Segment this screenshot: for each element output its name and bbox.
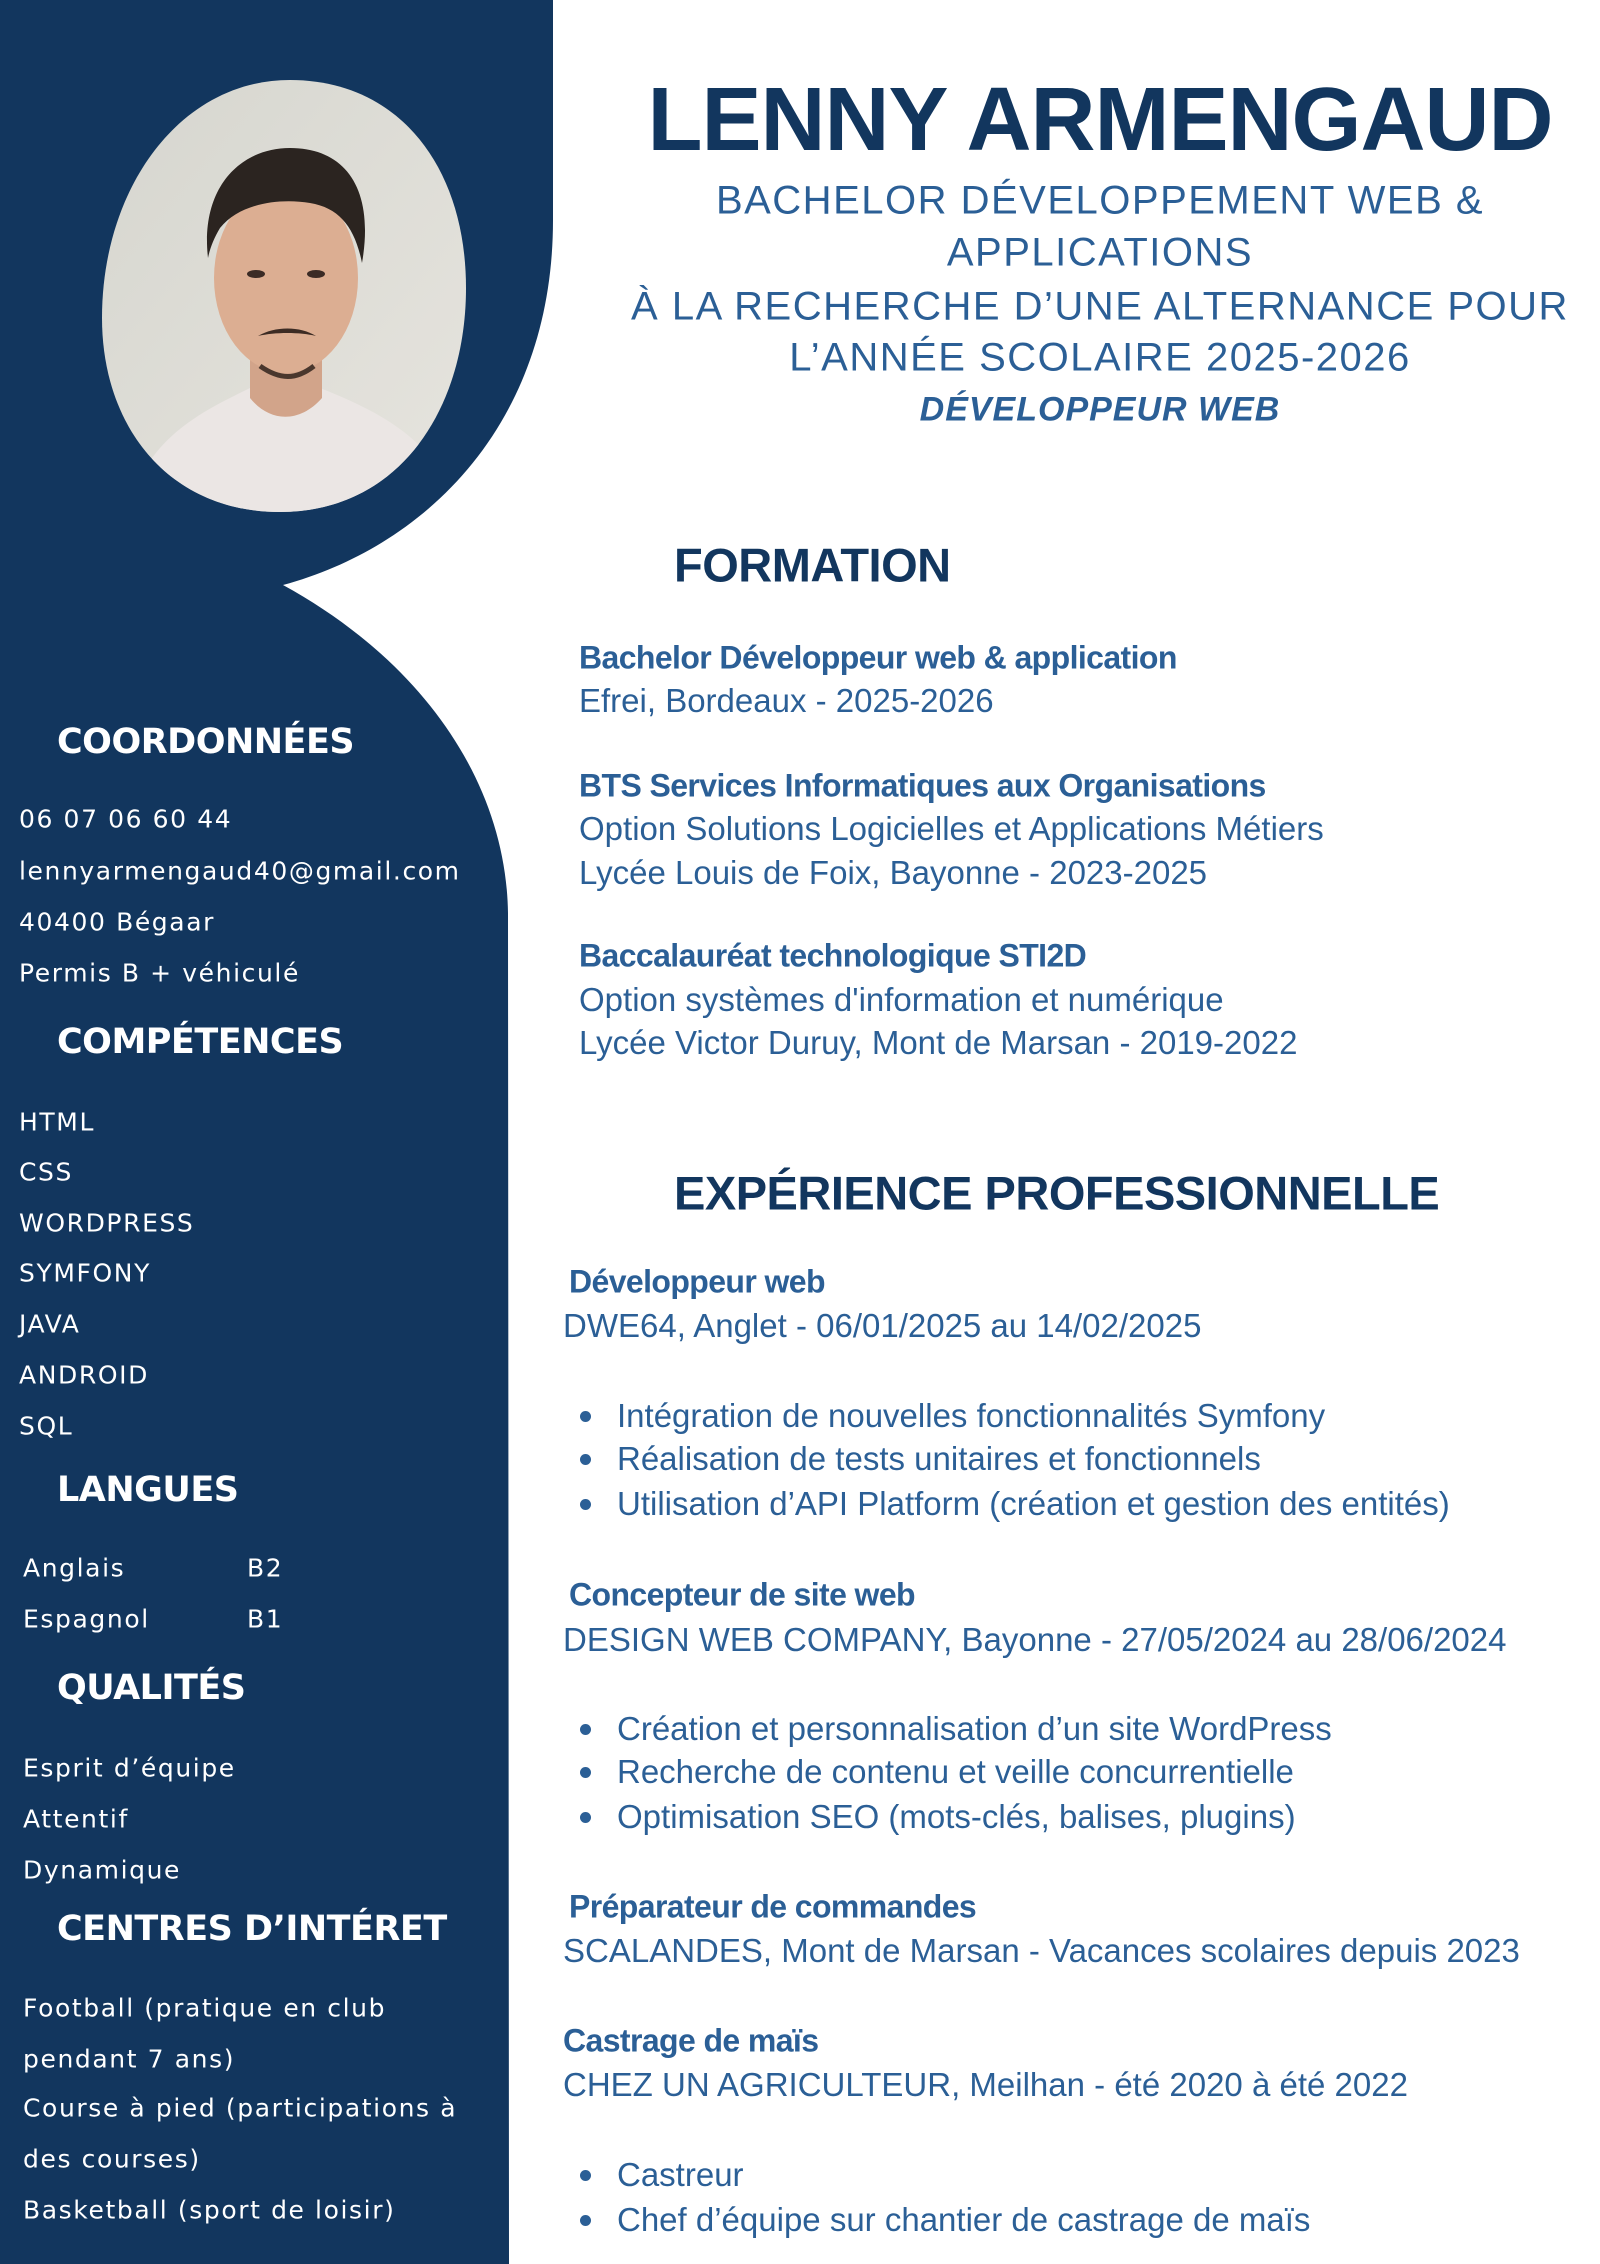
formation-heading: FORMATION [674,538,951,592]
quality-item: Esprit d’équipe [23,1753,236,1783]
experience-entry-title: Développeur web [569,1263,825,1300]
subtitle-line-3: À LA RECHERCHE D’UNE ALTERNANCE POUR [631,284,1569,329]
skill-item: CSS [19,1157,73,1187]
experience-bullet [580,2201,1310,2239]
languages-heading: LANGUES [57,1470,239,1510]
candidate-name: LENNY ARMENGAUD [647,70,1553,170]
interest-line: Course à pied (participations à [23,2093,458,2123]
interest-line: Basketball (sport de loisir) [23,2195,396,2225]
experience-entry-subtitle: SCALANDES, Mont de Marsan - Vacances scolaires depuis 2023 [563,1932,1520,1969]
bullet-dot-icon [580,1767,591,1778]
bullet-dot-icon [580,1499,591,1510]
experience-entry-title: Préparateur de commandes [569,1888,977,1925]
experience-bullet [580,1397,1325,1435]
experience-bullet [580,1753,1294,1791]
bullet-dot-icon [580,2215,591,2226]
contact-phone: 06 07 06 60 44 [19,804,233,834]
experience-entry-subtitle: DWE64, Anglet - 06/01/2025 au 14/02/2025 [563,1307,1202,1344]
contact-address: 40400 Bégaar [19,907,215,937]
profile-photo [100,78,468,514]
interest-line: Football (pratique en club [23,1993,387,2023]
experience-bullet [580,1485,1450,1523]
language-level: B1 [247,1604,284,1634]
formation-entry-line: Efrei, Bordeaux - 2025-2026 [579,682,994,719]
quality-item: Dynamique [23,1855,182,1885]
formation-entry-line: Lycée Victor Duruy, Mont de Marsan - 2019-2022 [579,1024,1298,1061]
subtitle-line-2: APPLICATIONS [946,230,1254,275]
target-role: DÉVELOPPEUR WEB [919,390,1281,429]
contact-heading: COORDONNÉES [57,722,355,762]
bullet-text: Intégration de nouvelles fonctionnalités Symfony [617,1397,1326,1434]
bullet-text: Réalisation de tests unitaires et fonctionnels [617,1440,1261,1477]
experience-bullet [580,1798,1296,1836]
skill-item: HTML [19,1107,95,1137]
quality-item: Attentif [23,1804,129,1834]
interest-line: pendant 7 ans) [23,2044,236,2074]
experience-entry-subtitle: DESIGN WEB COMPANY, Bayonne - 27/05/2024 au 28/06/2024 [563,1621,1507,1658]
experience-bullet [580,2156,744,2194]
subtitle-line-1: BACHELOR DÉVELOPPEMENT WEB & [715,178,1485,223]
language-name: Espagnol [23,1604,150,1634]
experience-heading: EXPÉRIENCE PROFESSIONNELLE [674,1166,1440,1220]
skills-heading: COMPÉTENCES [57,1022,344,1062]
bullet-dot-icon [580,1454,591,1465]
skill-item: WORDPRESS [19,1208,195,1238]
bullet-text: Castreur [617,2156,744,2193]
language-name: Anglais [23,1553,126,1583]
qualities-heading: QUALITÉS [57,1668,246,1708]
formation-entry-line: Option systèmes d'information et numérique [579,981,1224,1018]
interest-line: des courses) [23,2144,201,2174]
experience-entry-title: Castrage de maïs [563,2022,819,2059]
contact-email[interactable]: lennyarmengaud40@gmail.com [19,856,461,886]
bullet-dot-icon [580,1724,591,1735]
experience-entry-subtitle: CHEZ UN AGRICULTEUR, Meilhan - été 2020 à été 2022 [563,2066,1408,2103]
bullet-text: Chef d’équipe sur chantier de castrage de maïs [617,2201,1311,2238]
skill-item: SYMFONY [19,1258,151,1288]
language-level: B2 [247,1553,284,1583]
formation-entry-title: Bachelor Développeur web & application [579,639,1177,676]
contact-license: Permis B + véhiculé [19,958,300,988]
formation-entry-line: Option Solutions Logicielles et Applications Métiers [579,810,1324,847]
formation-entry-title: Baccalauréat technologique STI2D [579,937,1087,974]
formation-entry-line: Lycée Louis de Foix, Bayonne - 2023-2025 [579,854,1208,891]
experience-bullet [580,1440,1261,1478]
bullet-text: Utilisation d’API Platform (création et gestion des entités) [617,1485,1450,1522]
skill-item: ANDROID [19,1360,149,1390]
bullet-text: Optimisation SEO (mots-clés, balises, plugins) [617,1798,1296,1835]
skill-item: JAVA [19,1309,81,1339]
skill-item: SQL [19,1411,74,1441]
bullet-text: Recherche de contenu et veille concurrentielle [617,1753,1294,1790]
bullet-dot-icon [580,1812,591,1823]
experience-entry-title: Concepteur de site web [569,1576,915,1613]
bullet-dot-icon [580,2170,591,2181]
subtitle-line-4: L’ANNÉE SCOLAIRE 2025-2026 [789,335,1411,380]
bullet-text: Création et personnalisation d’un site WordPress [617,1710,1332,1747]
experience-bullet [580,1710,1332,1748]
interests-heading: CENTRES D’INTÉRET [57,1909,447,1949]
bullet-dot-icon [580,1411,591,1422]
formation-entry-title: BTS Services Informatiques aux Organisations [579,767,1266,804]
